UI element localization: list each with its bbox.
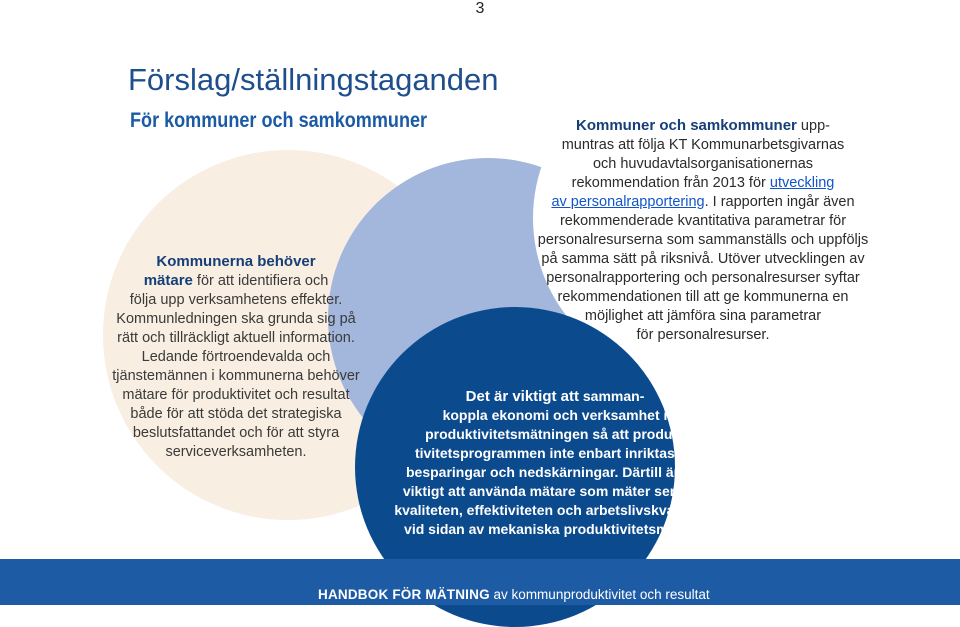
dark-line: besparingar och nedskärningar. Därtill är det [406, 464, 704, 480]
left-line: beslutsfattandet och för att styra [132, 425, 340, 441]
left-line: Ledande förtroendevalda och [141, 349, 331, 365]
left-line: Kommunledningen ska grunda sig på [116, 311, 356, 327]
report-link-part-2[interactable]: av personalrapportering [551, 194, 705, 210]
left-line: serviceverksamheten. [165, 444, 307, 460]
footer-text [318, 587, 710, 603]
page-subtitle: För kommuner och samkommuner [130, 109, 428, 132]
dark-line: tivitetsprogrammen inte enbart inriktas på [414, 445, 696, 461]
right-line-5-rest: . I rapporten ingår även [704, 194, 855, 210]
right-line: personalresurserna som sammanställs och uppföljs [537, 232, 869, 248]
right-lead: Kommuner och samkommuner [576, 117, 797, 134]
dark-line-1 [380, 387, 730, 406]
left-line-2-bold: mätare [143, 272, 193, 289]
dark-line: viktigt att använda mätare som mäter service- [402, 483, 708, 499]
dark-circle-text [380, 387, 730, 539]
dark-line: produktivitetsmätningen så att produk- [425, 426, 685, 442]
right-line: på samma sätt på riksnivå. Utöver utvecklingen av [541, 251, 865, 267]
page-title: Förslag/ställningstaganden [128, 62, 499, 97]
left-circle-text [96, 252, 376, 462]
left-line-2 [96, 271, 376, 291]
dark-line: koppla ekonomi och verksamhet i [442, 407, 668, 423]
report-link-part-1[interactable]: utveckling [769, 175, 835, 191]
right-line: rekommendationen till att ge kommunerna en [557, 289, 849, 305]
left-line-2-rest: för att identifiera och [192, 273, 329, 289]
left-line: både för att stöda det strategiska [130, 406, 342, 422]
left-line: rätt och tillräckligt aktuell information. [117, 330, 355, 346]
left-line: följa upp verksamhetens effekter. [129, 292, 343, 308]
right-line-4-text: rekommendation från 2013 för [571, 175, 770, 191]
footer-bold: HANDBOK FÖR MÄTNING [318, 587, 490, 602]
dark-line: vid sidan av mekaniska produktivitetsmätare. [404, 521, 706, 537]
left-line: mätare för produktivitet och resultat [122, 387, 350, 403]
dark-lead: Det är viktigt att [465, 388, 579, 405]
left-line: tjänstemännen i kommunerna behöver [112, 368, 360, 384]
dark-line: kvaliteten, effektiviteten och arbetslivskvaliteten [394, 502, 716, 518]
footer-rest: av kommunproduktivitet och resultat [489, 587, 710, 602]
page-number: 3 [475, 0, 485, 17]
right-line: för personalresurser. [636, 327, 770, 343]
right-line: möjlighet att jämföra sina parametrar [584, 308, 822, 324]
right-line: och huvudavtalsorganisationernas [592, 156, 814, 172]
left-lead: Kommunerna behöver [156, 253, 316, 270]
right-lead-rest: upp- [796, 118, 830, 134]
right-line-5 [528, 193, 878, 212]
right-circle-text [528, 116, 878, 345]
right-line-4 [528, 174, 878, 193]
right-line: muntras att följa KT Kommunarbetsgivarnas [561, 137, 845, 153]
right-line: rekommenderade kvantitativa parametrar för [559, 213, 847, 229]
right-line-1 [528, 116, 878, 136]
dark-lead-rest: samman- [579, 388, 645, 404]
right-line: personalrapportering och personalresurser syftar [546, 270, 860, 286]
